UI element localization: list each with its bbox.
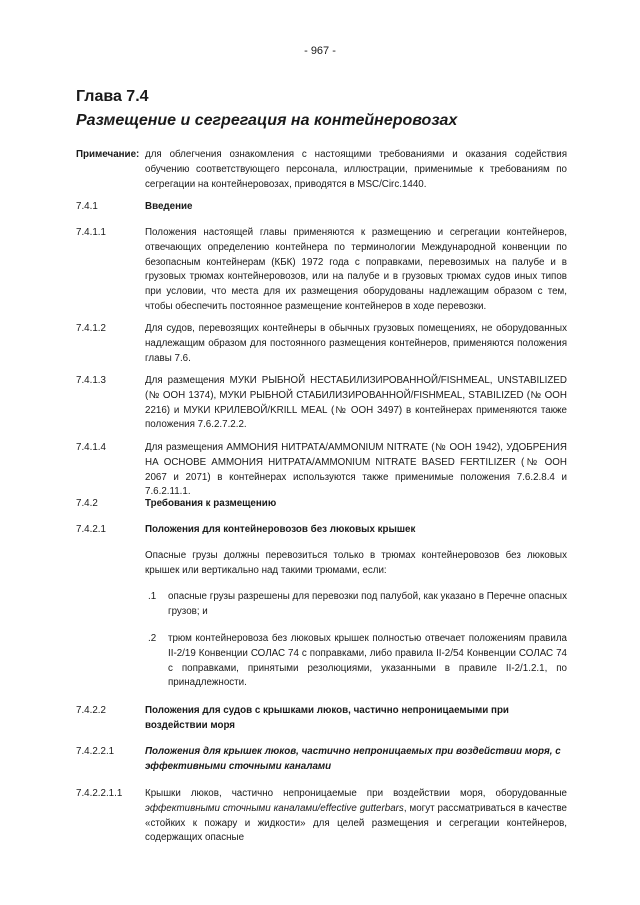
paragraph-emphasis: эффективными сточными каналами/effective gutterbars bbox=[145, 802, 404, 814]
section-heading: Положения для контейнеровозов без люковых крышек bbox=[145, 524, 416, 535]
page-number: - 967 - bbox=[304, 45, 336, 57]
list-item-number: .2 bbox=[148, 633, 157, 644]
section-heading: Положения для крышек люков, частично непроницаемых при воздействии моря, с эффективными сточными каналами bbox=[145, 746, 561, 772]
section-number: 7.4.2.2 bbox=[76, 705, 106, 716]
section-number: 7.4.1.1 bbox=[76, 227, 106, 238]
chapter-label: Глава 7.4 bbox=[76, 88, 149, 105]
list-item: опасные грузы разрешены для перевозки под палубой, как указано в Перечне опасных грузов; и bbox=[168, 591, 567, 617]
note-label: Примечание: bbox=[76, 149, 140, 160]
section-number: 7.4.1.4 bbox=[76, 442, 106, 453]
section-number: 7.4.2.2.1.1 bbox=[76, 788, 123, 799]
paragraph-text: , могут рассматриваться в качестве «стойких к пожару и жидкости» для целей размещения и сегрегации контейнеров, содержащих опасные bbox=[145, 802, 567, 844]
section-heading: Требования к размещению bbox=[145, 498, 277, 509]
section-number: 7.4.2.2.1 bbox=[76, 746, 115, 757]
section-number: 7.4.1.2 bbox=[76, 323, 106, 334]
paragraph: Опасные грузы должны перевозиться только в трюмах контейнеровозов без люковых крышек или вертикально над такими трюмами, если: bbox=[145, 550, 567, 576]
section-number: 7.4.1.3 bbox=[76, 375, 106, 386]
paragraph bbox=[145, 787, 567, 846]
paragraph: Для размещения АММОНИЯ НИТРАТА/AMMONIUM NITRATE (№ ООН 1942), УДОБРЕНИЯ НА ОСНОВЕ АММОНИЯ НИТРАТА/AMMONIUM NITRATE BASED FERTILIZER (№ ООН 2067 и 2071) в контейнерах используются также применимые положения 7.6.2.8.4 и 7.6.2.11.1. bbox=[145, 442, 567, 498]
list-item-number: .1 bbox=[148, 591, 157, 602]
list-item: трюм контейнеровоза без люковых крышек полностью отвечает положениям правила II-2/19 Конвенции СОЛАС 74 с поправками, либо правила II-2/54 Конвенции СОЛАС 74 с поправками, принятыми резолюциями, указанными в правиле II-2/1.2.1, по принадлежности. bbox=[168, 633, 567, 689]
section-heading: Положения для судов с крышками люков, частично непроницаемыми при воздействии моря bbox=[145, 705, 509, 731]
section-heading: Введение bbox=[145, 201, 193, 212]
section-number: 7.4.1 bbox=[76, 201, 98, 212]
paragraph-text: Крышки люков, частично непроницаемые при воздействии моря, оборудованные bbox=[145, 788, 567, 799]
paragraph: Для размещения МУКИ РЫБНОЙ НЕСТАБИЛИЗИРОВАННОЙ/FISHMEAL, UNSTABILIZED (№ ООН 1374), МУКИ РЫБНОЙ СТАБИЛИЗИРОВАННОЙ/FISHMEAL, STABILIZED (№ ООН 2216) и МУКИ КРИЛЕВОЙ/KRILL MEAL (№ ООН 3497) в контейнерах применяются также положения 7.6.2.7.2.2. bbox=[145, 375, 567, 431]
note-text: для облегчения ознакомления с настоящими требованиями и оказания содействия обучению соответствующего персонала, иллюстрации, применимые к требованиям по сегрегации на контейнеровозах, приводятся в MSC/Circ.1440. bbox=[145, 149, 567, 190]
paragraph: Положения настоящей главы применяются к размещению и сегрегации контейнеров, отвечающих определению контейнера по терминологии Международной конвенции по безопасным контейнерам (КБК) 1972 года с поправками, перевозимых на палубе и в грузовых трюмах контейнеровозов, или на палубе и в грузовых трюмах судов иных типов при условии, что места для их размещения оборудованы надлежащим образом с тем, чтобы обеспечить постоянное размещение контейнеров в ходе перевозки. bbox=[145, 227, 567, 312]
paragraph: Для судов, перевозящих контейнеры в обычных грузовых помещениях, не оборудованных надлежащим образом для постоянного размещения контейнеров, применяются положения главы 7.6. bbox=[145, 323, 567, 364]
section-number: 7.4.2.1 bbox=[76, 524, 106, 535]
section-number: 7.4.2 bbox=[76, 498, 98, 509]
chapter-title: Размещение и сегрегация на контейнеровозах bbox=[76, 112, 458, 129]
